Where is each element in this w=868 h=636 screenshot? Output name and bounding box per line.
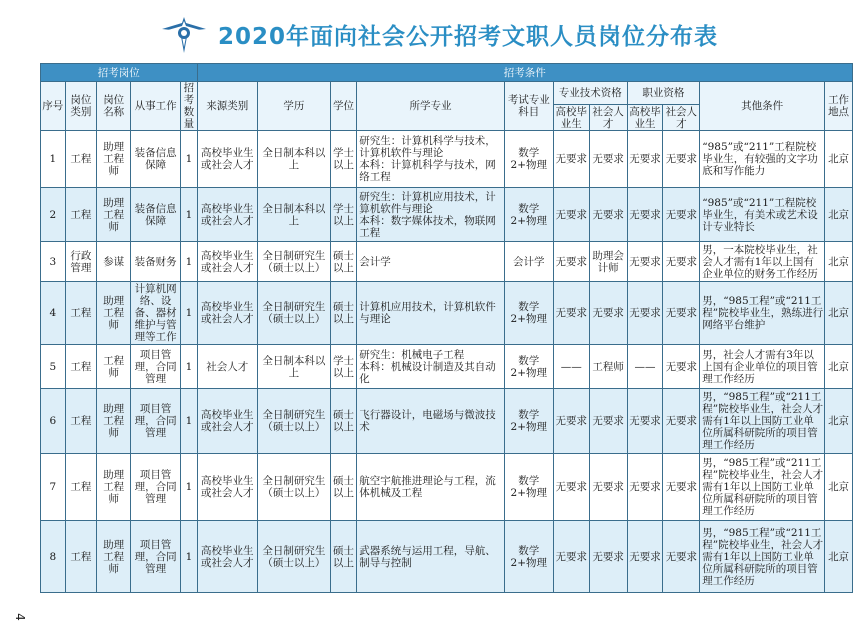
cell-job-grad: 无要求 <box>627 454 663 521</box>
col-header-work: 从事工作 <box>131 82 181 131</box>
cell-tech-grad: 无要求 <box>553 389 589 454</box>
cell-location: 北京 <box>825 282 853 345</box>
cell-count: 1 <box>181 188 197 242</box>
cell-work: 项目管理，合同管理 <box>131 454 181 521</box>
cell-tech-grad: —— <box>553 345 589 389</box>
cell-other: “985”或“211”工程院校毕业生，有美术或艺术设计专业特长 <box>700 188 825 242</box>
cell-job-social: 无要求 <box>663 131 700 188</box>
col-header-post-type: 岗位类别 <box>65 82 97 131</box>
col-header-job-social: 社会人才 <box>663 105 700 131</box>
cell-location: 北京 <box>825 345 853 389</box>
cell-education: 全日制研究生（硕士以上） <box>258 282 331 345</box>
page-header <box>0 0 868 62</box>
cell-job-social: 无要求 <box>663 521 700 593</box>
cell-count: 1 <box>181 282 197 345</box>
cell-job-social: 无要求 <box>663 454 700 521</box>
cell-post-name: 参谋 <box>97 242 131 282</box>
cell-other: 男，“985工程”或“211工程”院校毕业生，社会人才需有1年以上国防工业单位所属科研院所的项目管理工作经历 <box>700 454 825 521</box>
cell-source: 高校毕业生或社会人才 <box>197 131 257 188</box>
cell-post-type: 行政管理 <box>65 242 97 282</box>
cell-job-grad: 无要求 <box>627 131 663 188</box>
col-header-location: 工作地点 <box>825 82 853 131</box>
cell-exam: 数学2+物理 <box>504 345 553 389</box>
cell-post-type: 工程 <box>65 345 97 389</box>
cell-education: 全日制研究生（硕士以上） <box>258 454 331 521</box>
cell-other: 男，“985工程”或“211工程”院校毕业生，社会人才需有1年以上国防工业单位所属科研院所的项目管理工作经历 <box>700 389 825 454</box>
cell-count: 1 <box>181 389 197 454</box>
col-header-tech-social: 社会人才 <box>589 105 627 131</box>
cell-degree: 硕士以上 <box>330 389 357 454</box>
cell-post-name: 助理工程师 <box>97 131 131 188</box>
cell-education: 全日制研究生（硕士以上） <box>258 242 331 282</box>
cell-post-name: 工程师 <box>97 345 131 389</box>
table-body <box>41 131 853 593</box>
cell-major: 航空宇航推进理论与工程，流体机械及工程 <box>357 454 504 521</box>
cell-source: 高校毕业生或社会人才 <box>197 454 257 521</box>
page-title: 2020年面向社会公开招考文职人员岗位分布表 <box>218 24 719 50</box>
cell-source: 高校毕业生或社会人才 <box>197 389 257 454</box>
cell-other: 男，“985工程”或“211工程”院校毕业生，熟练进行网络平台维护 <box>700 282 825 345</box>
cell-count: 1 <box>181 454 197 521</box>
cell-post-type: 工程 <box>65 389 97 454</box>
cell-seq: 6 <box>41 389 66 454</box>
cell-location: 北京 <box>825 188 853 242</box>
cell-tech-grad: 无要求 <box>553 131 589 188</box>
cell-job-social: 无要求 <box>663 345 700 389</box>
group-header-post: 招考岗位 <box>41 64 198 82</box>
cell-seq: 1 <box>41 131 66 188</box>
cell-work: 装备信息保障 <box>131 131 181 188</box>
cell-tech-social: 无要求 <box>589 188 627 242</box>
cell-education: 全日制本科以上 <box>258 188 331 242</box>
cell-education: 全日制本科以上 <box>258 345 331 389</box>
cell-exam: 数学2+物理 <box>504 188 553 242</box>
cell-tech-social: 无要求 <box>589 389 627 454</box>
cell-work: 装备信息保障 <box>131 188 181 242</box>
cell-exam: 会计学 <box>504 242 553 282</box>
cell-job-grad: —— <box>627 345 663 389</box>
group-header-row <box>41 64 853 82</box>
cell-count: 1 <box>181 242 197 282</box>
cell-tech-grad: 无要求 <box>553 454 589 521</box>
cell-job-social: 无要求 <box>663 282 700 345</box>
cell-major: 研究生：计算机应用技术，计算机软件与理论 本科：数字媒体技术，物联网工程 <box>357 188 504 242</box>
cell-source: 高校毕业生或社会人才 <box>197 521 257 593</box>
cell-seq: 3 <box>41 242 66 282</box>
table-row <box>41 242 853 282</box>
col-header-education: 学历 <box>258 82 331 131</box>
cell-seq: 7 <box>41 454 66 521</box>
page-number: 4 <box>12 613 27 621</box>
cell-seq: 4 <box>41 282 66 345</box>
cell-seq: 2 <box>41 188 66 242</box>
cell-work: 项目管理，合同管理 <box>131 521 181 593</box>
cell-tech-social: 无要求 <box>589 131 627 188</box>
cell-exam: 数学2+物理 <box>504 521 553 593</box>
cell-post-name: 助理工程师 <box>97 389 131 454</box>
cell-major: 计算机应用技术，计算机软件与理论 <box>357 282 504 345</box>
cell-other: “985”或“211”工程院校毕业生，有较强的文字功底和写作能力 <box>700 131 825 188</box>
cell-work: 项目管理，合同管理 <box>131 345 181 389</box>
cell-exam: 数学2+物理 <box>504 131 553 188</box>
cell-post-name: 助理工程师 <box>97 282 131 345</box>
cell-count: 1 <box>181 521 197 593</box>
table-row <box>41 389 853 454</box>
cell-degree: 硕士以上 <box>330 521 357 593</box>
cell-education: 全日制研究生（硕士以上） <box>258 521 331 593</box>
col-header-tech-grad: 高校毕业生 <box>553 105 589 131</box>
cell-tech-social: 无要求 <box>589 282 627 345</box>
cell-major: 研究生：计算机科学与技术，计算机软件与理论 本科：计算机科学与技术，网络工程 <box>357 131 504 188</box>
table-row <box>41 188 853 242</box>
table-row <box>41 521 853 593</box>
col-header-degree: 学位 <box>330 82 357 131</box>
cell-seq: 5 <box>41 345 66 389</box>
cell-source: 高校毕业生或社会人才 <box>197 242 257 282</box>
cell-degree: 学士以上 <box>330 188 357 242</box>
col-header-seq: 序号 <box>41 82 66 131</box>
cell-post-name: 助理工程师 <box>97 521 131 593</box>
group-header-conditions: 招考条件 <box>197 64 852 82</box>
cell-post-type: 工程 <box>65 188 97 242</box>
cell-source: 社会人才 <box>197 345 257 389</box>
cell-tech-social: 无要求 <box>589 521 627 593</box>
cell-major: 武器系统与运用工程，导航、制导与控制 <box>357 521 504 593</box>
cell-exam: 数学2+物理 <box>504 454 553 521</box>
table-row <box>41 131 853 188</box>
col-header-major: 所学专业 <box>357 82 504 131</box>
cell-major: 研究生：机械电子工程 本科：机械设计制造及其自动化 <box>357 345 504 389</box>
cell-other: 男，社会人才需有3年以上国有企业单位的项目管理工作经历 <box>700 345 825 389</box>
cell-work: 计算机网络、设备、器材维护与管理等工作 <box>131 282 181 345</box>
cell-education: 全日制研究生（硕士以上） <box>258 389 331 454</box>
cell-tech-social: 无要求 <box>589 454 627 521</box>
col-header-job-qual: 职业资格 <box>627 82 700 105</box>
col-header-tech-qual: 专业技术资格 <box>553 82 627 105</box>
cell-location: 北京 <box>825 242 853 282</box>
cell-work: 装备财务 <box>131 242 181 282</box>
column-header-row <box>41 82 853 105</box>
positions-table <box>40 63 853 593</box>
cell-post-name: 助理工程师 <box>97 188 131 242</box>
cell-tech-grad: 无要求 <box>553 521 589 593</box>
emblem-logo-icon <box>160 9 208 55</box>
cell-tech-social: 助理会计师 <box>589 242 627 282</box>
col-header-count: 招考数量 <box>181 82 197 131</box>
cell-job-grad: 无要求 <box>627 282 663 345</box>
cell-degree: 硕士以上 <box>330 282 357 345</box>
cell-degree: 硕士以上 <box>330 242 357 282</box>
cell-degree: 学士以上 <box>330 131 357 188</box>
cell-education: 全日制本科以上 <box>258 131 331 188</box>
cell-location: 北京 <box>825 521 853 593</box>
cell-work: 项目管理，合同管理 <box>131 389 181 454</box>
cell-tech-grad: 无要求 <box>553 242 589 282</box>
cell-tech-grad: 无要求 <box>553 188 589 242</box>
cell-major: 飞行器设计，电磁场与微波技术 <box>357 389 504 454</box>
table-row <box>41 282 853 345</box>
cell-location: 北京 <box>825 454 853 521</box>
cell-job-social: 无要求 <box>663 188 700 242</box>
cell-post-type: 工程 <box>65 454 97 521</box>
cell-exam: 数学2+物理 <box>504 282 553 345</box>
cell-count: 1 <box>181 131 197 188</box>
cell-source: 高校毕业生或社会人才 <box>197 282 257 345</box>
cell-post-type: 工程 <box>65 521 97 593</box>
cell-degree: 硕士以上 <box>330 454 357 521</box>
cell-other: 男，一本院校毕业生，社会人才需有1年以上国有企业单位的财务工作经历 <box>700 242 825 282</box>
cell-other: 男，“985工程”或“211工程”院校毕业生，社会人才需有1年以上国防工业单位所属科研院所的项目管理工作经历 <box>700 521 825 593</box>
cell-job-social: 无要求 <box>663 242 700 282</box>
cell-post-type: 工程 <box>65 282 97 345</box>
cell-job-grad: 无要求 <box>627 242 663 282</box>
cell-job-grad: 无要求 <box>627 389 663 454</box>
col-header-source: 来源类别 <box>197 82 257 131</box>
cell-tech-social: 工程师 <box>589 345 627 389</box>
cell-exam: 数学2+物理 <box>504 389 553 454</box>
cell-seq: 8 <box>41 521 66 593</box>
cell-location: 北京 <box>825 389 853 454</box>
col-header-other: 其他条件 <box>700 82 825 131</box>
cell-post-type: 工程 <box>65 131 97 188</box>
cell-major: 会计学 <box>357 242 504 282</box>
cell-job-grad: 无要求 <box>627 188 663 242</box>
cell-source: 高校毕业生或社会人才 <box>197 188 257 242</box>
col-header-job-grad: 高校毕业生 <box>627 105 663 131</box>
col-header-exam: 考试专业科目 <box>504 82 553 131</box>
cell-job-social: 无要求 <box>663 389 700 454</box>
table-row <box>41 345 853 389</box>
cell-location: 北京 <box>825 131 853 188</box>
cell-count: 1 <box>181 345 197 389</box>
cell-tech-grad: 无要求 <box>553 282 589 345</box>
cell-job-grad: 无要求 <box>627 521 663 593</box>
col-header-post-name: 岗位名称 <box>97 82 131 131</box>
table-row <box>41 454 853 521</box>
cell-post-name: 助理工程师 <box>97 454 131 521</box>
cell-degree: 学士以上 <box>330 345 357 389</box>
